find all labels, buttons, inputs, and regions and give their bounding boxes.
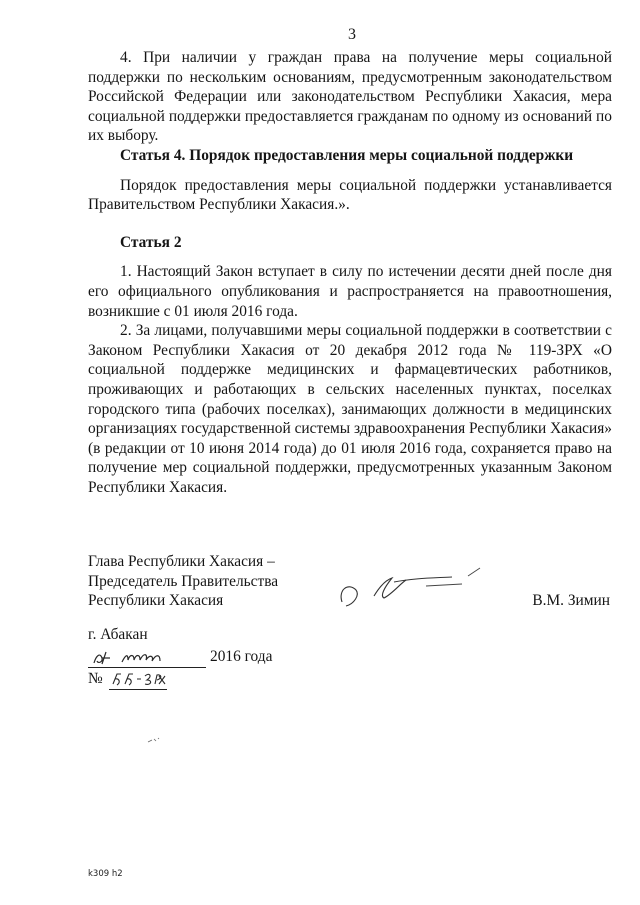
signature-block bbox=[88, 552, 618, 611]
article-2-item-1: 1. Настоящий Закон вступает в силу по истечении десяти дней после дня его официального опубликования и распространяется на правоотношения, возникшие с 01 июля 2016 года. bbox=[88, 263, 612, 320]
article-2-heading: Статья 2 bbox=[120, 233, 182, 251]
law-number-line bbox=[88, 668, 272, 690]
enactment-date-line bbox=[88, 646, 272, 668]
handwritten-signature bbox=[334, 560, 484, 614]
signatory-title-line-3: Республики Хакасия bbox=[88, 592, 224, 610]
handwritten-number-scrawl bbox=[109, 668, 167, 690]
document-body bbox=[88, 48, 612, 497]
signatory-title-line-2: Председатель Правительства bbox=[88, 572, 279, 590]
paragraph-item-4: 4. При наличии у граждан права на получение меры социальной поддержки по нескольким основаниям, предусмотренным законодательством Российской Федерации или законодательством Республики Хакасия, мера социальной поддержки предоставляется гражданам по одному из оснований по их выбору. bbox=[88, 49, 612, 145]
page-number: 3 bbox=[348, 26, 356, 43]
place-of-enactment: г. Абакан bbox=[88, 626, 148, 643]
signatory-name: В.М. Зимин bbox=[532, 592, 610, 609]
article-4-text: Порядок предоставления меры социальной поддержки устанавливается Правительством Республики Хакасия.». bbox=[88, 176, 612, 214]
article-4-heading: Статья 4. Порядок предоставления меры социальной поддержки bbox=[120, 146, 574, 164]
stray-ink-mark bbox=[146, 735, 166, 745]
article-2-item-2: 2. За лицами, получавшими меры социальной поддержки в соответствии с Законом Республики Хакасия от 20 декабря 2012 года № 119-ЗРХ «О социальной поддержке медицинских и фармацевтических работников, проживающих и работающих в сельских населенных пунктах, поселках городского типа (рабочих поселках), занимающих должности в медицинских организациях государственной системы здравоохранения Республики Хакасия» (в редакции от 10 июня 2014 года) до 01 июля 2016 года, сохраняется право на получение мер социальной поддержки, предусмотренных указанным Законом Республики Хакасия. bbox=[88, 322, 612, 496]
handwritten-date bbox=[88, 648, 206, 668]
document-code: k309 h2 bbox=[88, 869, 123, 879]
enactment-year: 2016 года bbox=[210, 648, 273, 665]
enactment-block bbox=[88, 624, 272, 690]
signatory-title-line-1: Глава Республики Хакасия – bbox=[88, 553, 275, 570]
handwritten-law-number bbox=[109, 670, 167, 690]
number-sign: № bbox=[88, 670, 103, 687]
handwritten-date-scrawl bbox=[88, 646, 206, 668]
